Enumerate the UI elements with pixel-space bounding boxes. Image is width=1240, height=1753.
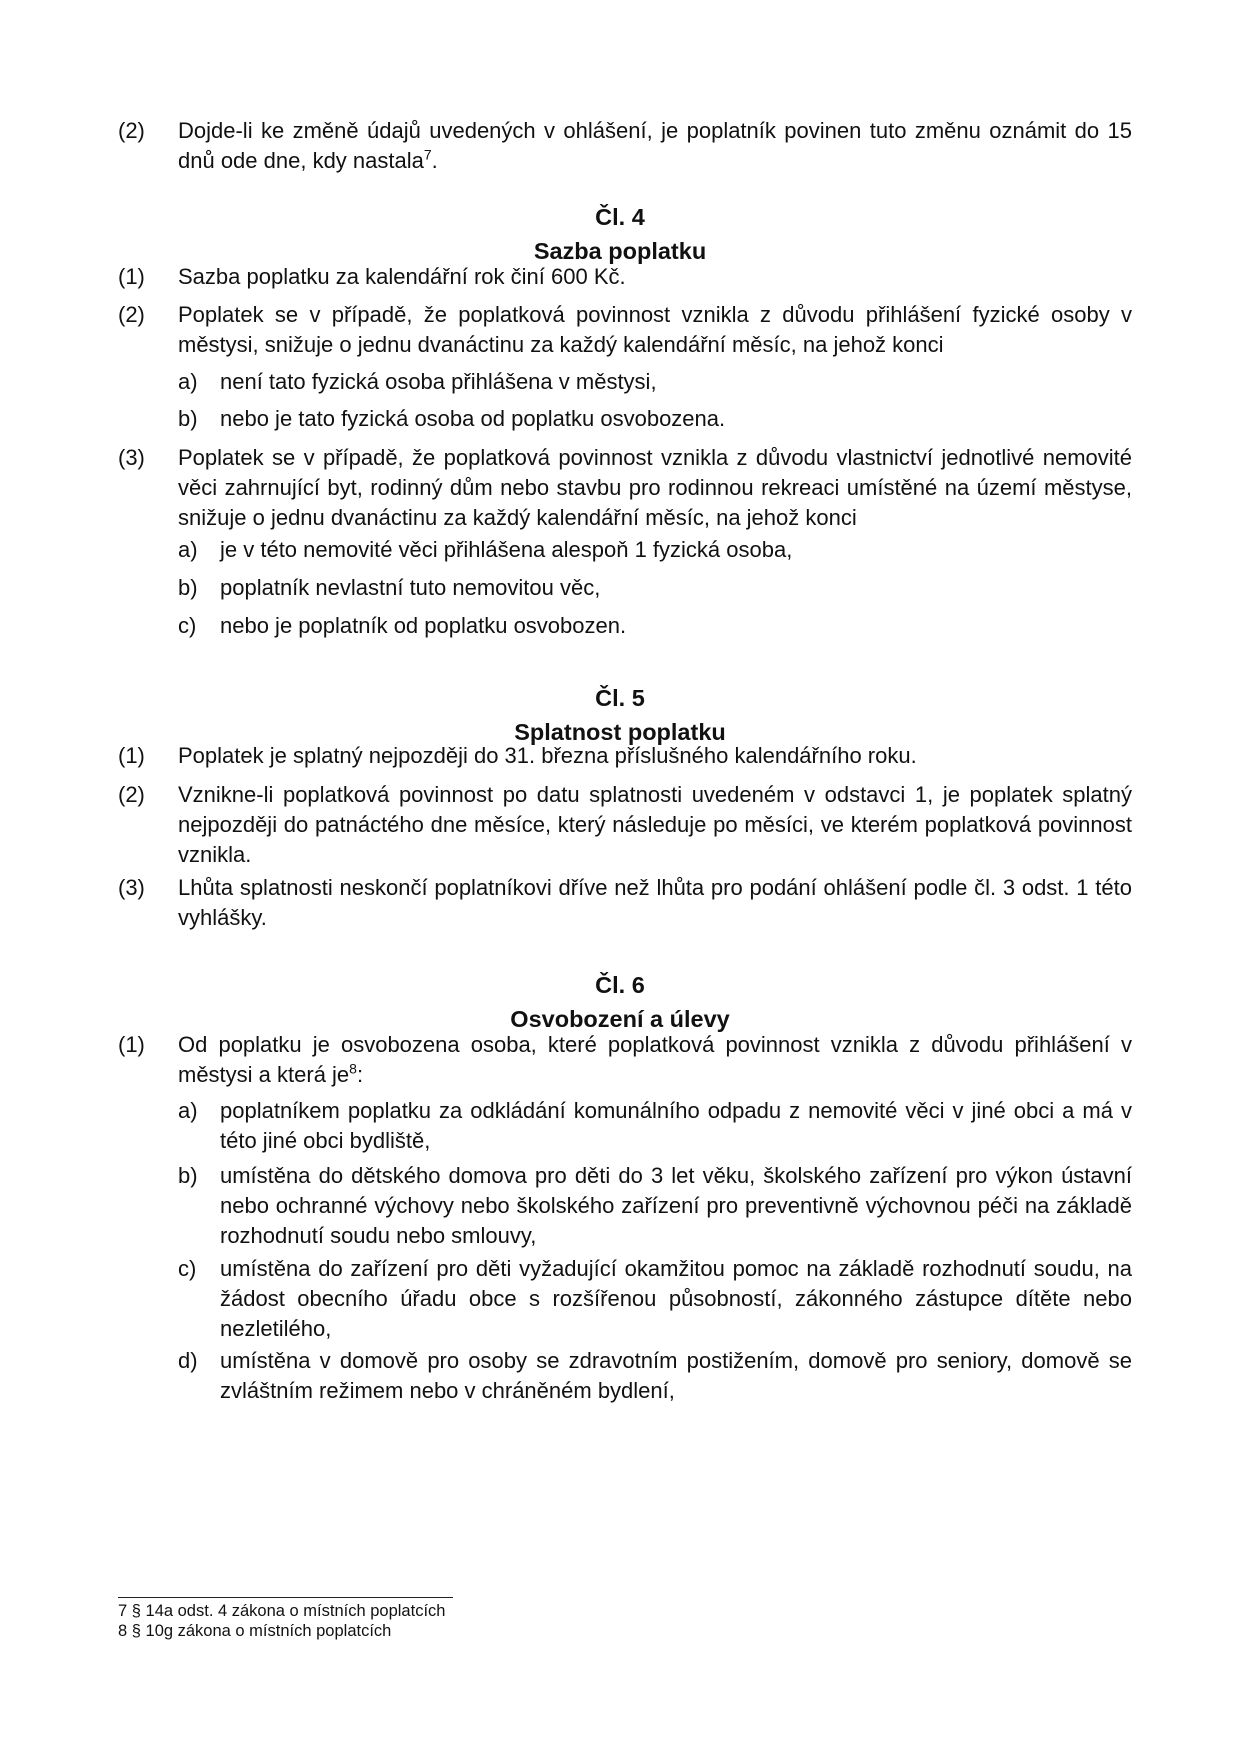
footnote-separator — [118, 1597, 453, 1598]
item-text: není tato fyzická osoba přihlášena v městysi, — [220, 369, 657, 394]
item-letter: a) — [178, 1098, 198, 1123]
article-number: Čl. 4 — [595, 204, 645, 230]
item-letter: c) — [178, 613, 197, 638]
art4-p3-item-a — [178, 535, 1132, 565]
article-number: Čl. 5 — [595, 685, 645, 711]
art5-paragraph-2 — [118, 780, 1132, 870]
item-text: poplatník nevlastní tuto nemovitou věc, — [220, 575, 601, 600]
item-letter: a) — [178, 369, 198, 394]
paragraph-text: Lhůta splatnosti neskončí poplatníkovi dříve než lhůta pro podání ohlášení podle čl. 3 odst. 1 této vyhlášky. — [178, 875, 1132, 930]
article-title: Osvobození a úlevy — [510, 1006, 730, 1032]
item-letter: a) — [178, 537, 198, 562]
footnote-7: 7 § 14a odst. 4 zákona o místních poplatcích — [118, 1602, 446, 1620]
paragraph-number: (1) — [118, 743, 145, 768]
article-title: Sazba poplatku — [533, 238, 707, 264]
paragraph-number: (2) — [118, 118, 145, 143]
paragraph-text: Sazba poplatku za kalendářní rok činí 600 Kč. — [178, 264, 626, 289]
paragraph-text: Od poplatku je osvobozena osoba, které poplatková povinnost vznikla z důvodu přihlášení v městysi a která $je^8$: — [178, 1032, 1132, 1087]
art4-p3-item-b — [178, 573, 1132, 603]
item-letter: b) — [178, 1163, 198, 1188]
paragraph-number: (3) — [118, 875, 145, 900]
paragraph-text: Poplatek je splatný nejpozději do 31. března příslušného kalendářního roku. — [178, 743, 917, 768]
item-text: umístěna do zařízení pro děti vyžadující okamžitou pomoc na základě rozhodnutí soudu, na žádost obecního úřadu obce s rozšířenou působností, zákonného zástupce dítěte nebo nezletilého, — [220, 1256, 1132, 1341]
paragraph-number: (2) — [118, 782, 145, 807]
article-4-heading — [0, 200, 1240, 268]
paragraph-number: (3) — [118, 445, 145, 470]
art4-p2-item-a — [178, 367, 1132, 397]
item-text: poplatníkem poplatku za odkládání komunálního odpadu z nemovité věci v jiné obci a má v této jiné obci bydliště, — [220, 1098, 1132, 1153]
footnote-ref-8[interactable]: 8 — [349, 1060, 357, 1077]
art4-paragraph-3 — [118, 443, 1132, 533]
item-letter: c) — [178, 1256, 197, 1281]
item-letter: b) — [178, 406, 198, 431]
art5-paragraph-3 — [118, 873, 1132, 933]
art6-item-d — [178, 1346, 1132, 1406]
article-6-heading — [0, 968, 1240, 1036]
paragraph-text: Vznikne-li poplatková povinnost po datu splatnosti uvedeném v odstavci 1, je poplatek splatný nejpozději do patnáctého dne měsíce, který následuje po měsíci, ve kterém poplatková povinnost vznikla. — [178, 782, 1132, 867]
article-number: Čl. 6 — [595, 972, 645, 998]
paragraph-text: Dojde-li ke změně údajů uvedených v ohlášení, je poplatník povinen tuto změnu oznámit do 15 dnů ode dne, kdy nastala$^7$. — [178, 118, 1132, 173]
art6-item-a — [178, 1096, 1132, 1156]
paragraph-2-top — [118, 116, 1132, 176]
paragraph-text: Poplatek se v případě, že poplatková povinnost vznikla z důvodu přihlášení fyzické osoby v městysi, snižuje o jednu dvanáctinu za každý kalendářní měsíc, na jehož konci — [178, 302, 1132, 357]
paragraph-number: (1) — [118, 1032, 145, 1057]
item-text: umístěna v domově pro osoby se zdravotním postižením, domově pro seniory, domově se zvláštním režimem nebo v chráněném bydlení, — [220, 1348, 1132, 1403]
footnote-8: 8 § 10g zákona o místních poplatcích — [118, 1622, 392, 1640]
art6-item-c — [178, 1254, 1132, 1344]
art5-paragraph-1 — [118, 741, 1132, 771]
art4-p3-item-c — [178, 611, 1132, 641]
paragraph-text: Poplatek se v případě, že poplatková povinnost vznikla z důvodu vlastnictví jednotlivé nemovité věci zahrnující byt, rodinný dům nebo stavbu pro rodinnou rekreaci umístěné na území městyse, snižuje o jednu dvanáctinu za každý kalendářní měsíc, na jehož konci — [178, 445, 1132, 530]
art6-paragraph-1 — [118, 1030, 1132, 1090]
item-text: nebo je poplatník od poplatku osvobozen. — [220, 613, 627, 638]
paragraph-number: (2) — [118, 302, 145, 327]
item-text: nebo je tato fyzická osoba od poplatku osvobozena. — [220, 406, 726, 431]
art4-paragraph-1 — [118, 262, 1132, 292]
paragraph-number: (1) — [118, 264, 145, 289]
article-title: Splatnost poplatku — [514, 719, 726, 745]
art4-paragraph-2 — [118, 300, 1132, 360]
item-letter: d) — [178, 1348, 198, 1373]
art6-item-b — [178, 1161, 1132, 1251]
item-text: umístěna do dětského domova pro děti do 3 let věku, školského zařízení pro výkon ústavní nebo ochranné výchovy nebo školského zařízení pro preventivně výchovnou péči na základě rozhodnutí soudu nebo smlouvy, — [220, 1163, 1132, 1248]
footnote-ref-7[interactable]: 7 — [423, 146, 432, 163]
article-5-heading — [0, 681, 1240, 749]
item-text: je v této nemovité věci přihlášena alespoň 1 fyzická osoba, — [220, 537, 793, 562]
item-letter: b) — [178, 575, 198, 600]
art4-p2-item-b — [178, 404, 1132, 434]
